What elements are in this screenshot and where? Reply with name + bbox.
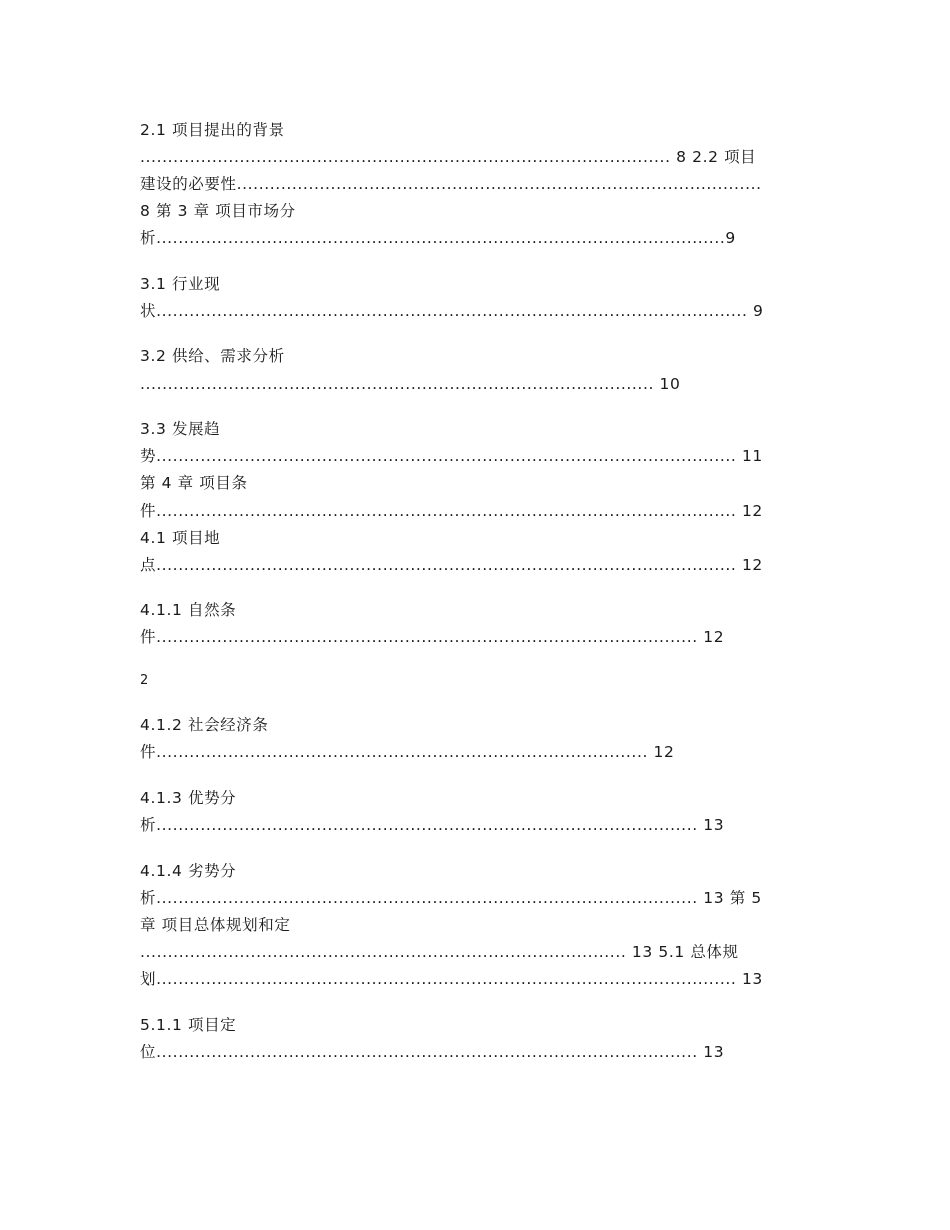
toc-line: 2.1 项目提出的背景 <box>140 121 285 139</box>
toc-line: ........................................................................................ 13 5.1 总体规 <box>140 943 739 961</box>
toc-line: 5.1.1 项目定 <box>140 1016 237 1034</box>
toc-line: ................................................................................................ 8 2.2 项目 <box>140 148 757 166</box>
page-number: 2 <box>140 673 149 688</box>
toc-line: 章 项目总体规划和定 <box>140 916 291 934</box>
toc-line: 4.1.4 劣势分 <box>140 862 237 880</box>
toc-page <box>140 0 810 1230</box>
toc-line: 3.1 行业现 <box>140 275 221 293</box>
toc-line: 状........................................................................................................... 9 <box>140 302 764 320</box>
toc-line: ............................................................................................. 10 <box>140 375 681 393</box>
toc-line: 析.......................................................................................................9 <box>140 229 736 247</box>
toc-line: 建设的必要性............................................................................................... <box>140 175 762 193</box>
toc-line: 件......................................................................................... 12 <box>140 743 675 761</box>
toc-line: 位.................................................................................................. 13 <box>140 1043 725 1061</box>
toc-line: 8 第 3 章 项目市场分 <box>140 202 296 220</box>
toc-line: 析.................................................................................................. 13 <box>140 816 725 834</box>
toc-line: 4.1 项目地 <box>140 529 221 547</box>
toc-line: 第 4 章 项目条 <box>140 474 248 492</box>
toc-line: 3.2 供给、需求分析 <box>140 347 285 365</box>
toc-line: 析.................................................................................................. 13 第 5 <box>140 889 762 907</box>
toc-line: 3.3 发展趋 <box>140 420 221 438</box>
toc-line: 4.1.1 自然条 <box>140 601 237 619</box>
toc-line: 4.1.2 社会经济条 <box>140 716 269 734</box>
toc-line: 件.................................................................................................. 12 <box>140 628 725 646</box>
toc-line: 件......................................................................................................... 12 <box>140 502 763 520</box>
toc-line: 划......................................................................................................... 13 <box>140 970 763 988</box>
toc-line: 势......................................................................................................... 11 <box>140 447 763 465</box>
toc-line: 点......................................................................................................... 12 <box>140 556 763 574</box>
toc-line: 4.1.3 优势分 <box>140 789 237 807</box>
